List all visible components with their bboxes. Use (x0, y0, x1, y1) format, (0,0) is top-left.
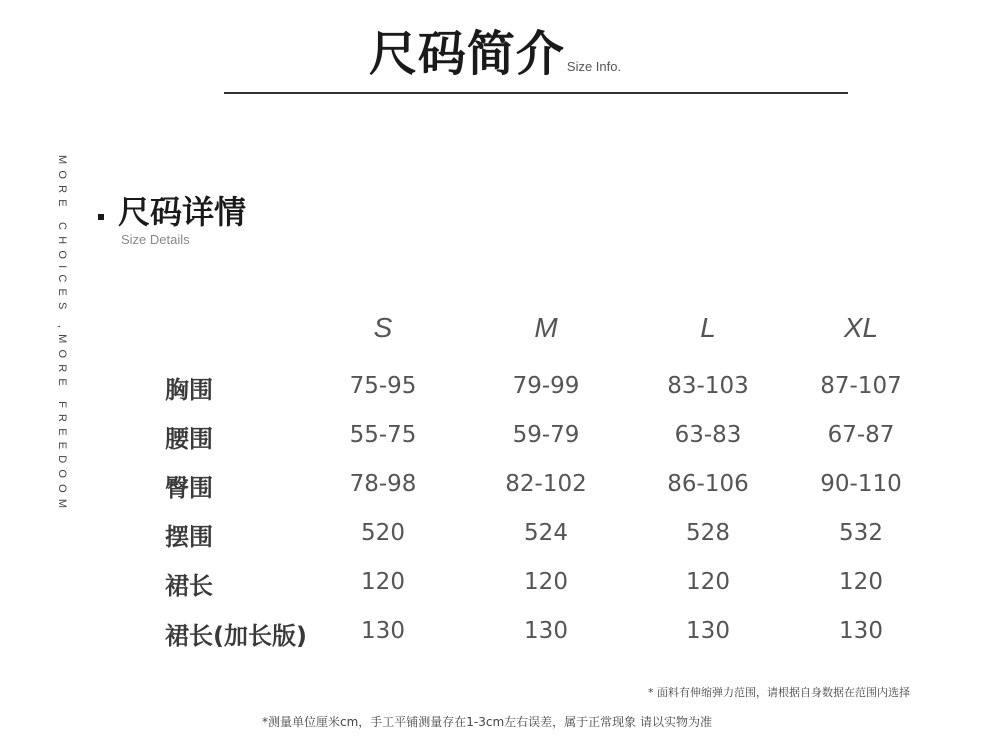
page-title: 尺码简介 (368, 26, 565, 82)
cell-skirt-length-xl: 120 (839, 569, 883, 595)
cell-hem-l: 528 (686, 520, 730, 546)
cell-waist-xl: 67-87 (827, 422, 895, 448)
section-title: 尺码详情 (118, 193, 247, 231)
cell-waist-m: 59-79 (512, 422, 580, 448)
row-label-hem: 摆围 (165, 523, 213, 551)
section-title-wrap (98, 193, 247, 231)
column-header-m: M (534, 312, 558, 343)
cell-chest-xl: 87-107 (820, 373, 902, 399)
side-slogan: MORE CHOICES ,MORE FREEDOOM (56, 155, 68, 515)
cell-skirt-length-l: 120 (686, 569, 730, 595)
column-header-s: S (373, 312, 393, 343)
cell-waist-l: 63-83 (674, 422, 742, 448)
note-measurement: *测量单位厘米cm，手工平铺测量存在1-3cm左右误差，属于正常现象 请以实物为准 (262, 715, 712, 729)
cell-hem-s: 520 (361, 520, 405, 546)
row-label-skirt-length: 裙长 (165, 572, 213, 600)
cell-hip-l: 86-106 (667, 471, 749, 497)
cell-waist-s: 55-75 (349, 422, 417, 448)
cell-hip-xl: 90-110 (820, 471, 902, 497)
cell-skirt-length-long-s: 130 (361, 618, 405, 644)
note-elastic: * 面料有伸缩弹力范围，请根据自身数据在范围内选择 (648, 686, 910, 699)
page-title-subtitle: Size Info. (566, 59, 622, 74)
column-header-l: L (700, 312, 716, 343)
cell-chest-l: 83-103 (667, 373, 749, 399)
cell-hem-m: 524 (524, 520, 568, 546)
cell-skirt-length-long-m: 130 (524, 618, 568, 644)
section-subtitle: Size Details (121, 232, 190, 247)
bullet-icon (98, 214, 104, 220)
column-header-xl: XL (843, 312, 879, 343)
cell-hip-m: 82-102 (505, 471, 587, 497)
row-label-waist: 腰围 (165, 425, 213, 453)
cell-hem-xl: 532 (839, 520, 883, 546)
header-divider (224, 92, 848, 94)
row-label-chest: 胸围 (165, 376, 213, 404)
page-header (0, 26, 990, 82)
cell-chest-s: 75-95 (349, 373, 417, 399)
section-header (98, 193, 247, 247)
cell-chest-m: 79-99 (512, 373, 580, 399)
cell-skirt-length-m: 120 (524, 569, 568, 595)
cell-skirt-length-long-xl: 130 (839, 618, 883, 644)
cell-skirt-length-long-l: 130 (686, 618, 730, 644)
row-label-skirt-length-long: 裙长(加长版) (165, 622, 307, 650)
row-label-hip: 臀围 (165, 474, 213, 502)
cell-hip-s: 78-98 (349, 471, 417, 497)
cell-skirt-length-s: 120 (361, 569, 405, 595)
